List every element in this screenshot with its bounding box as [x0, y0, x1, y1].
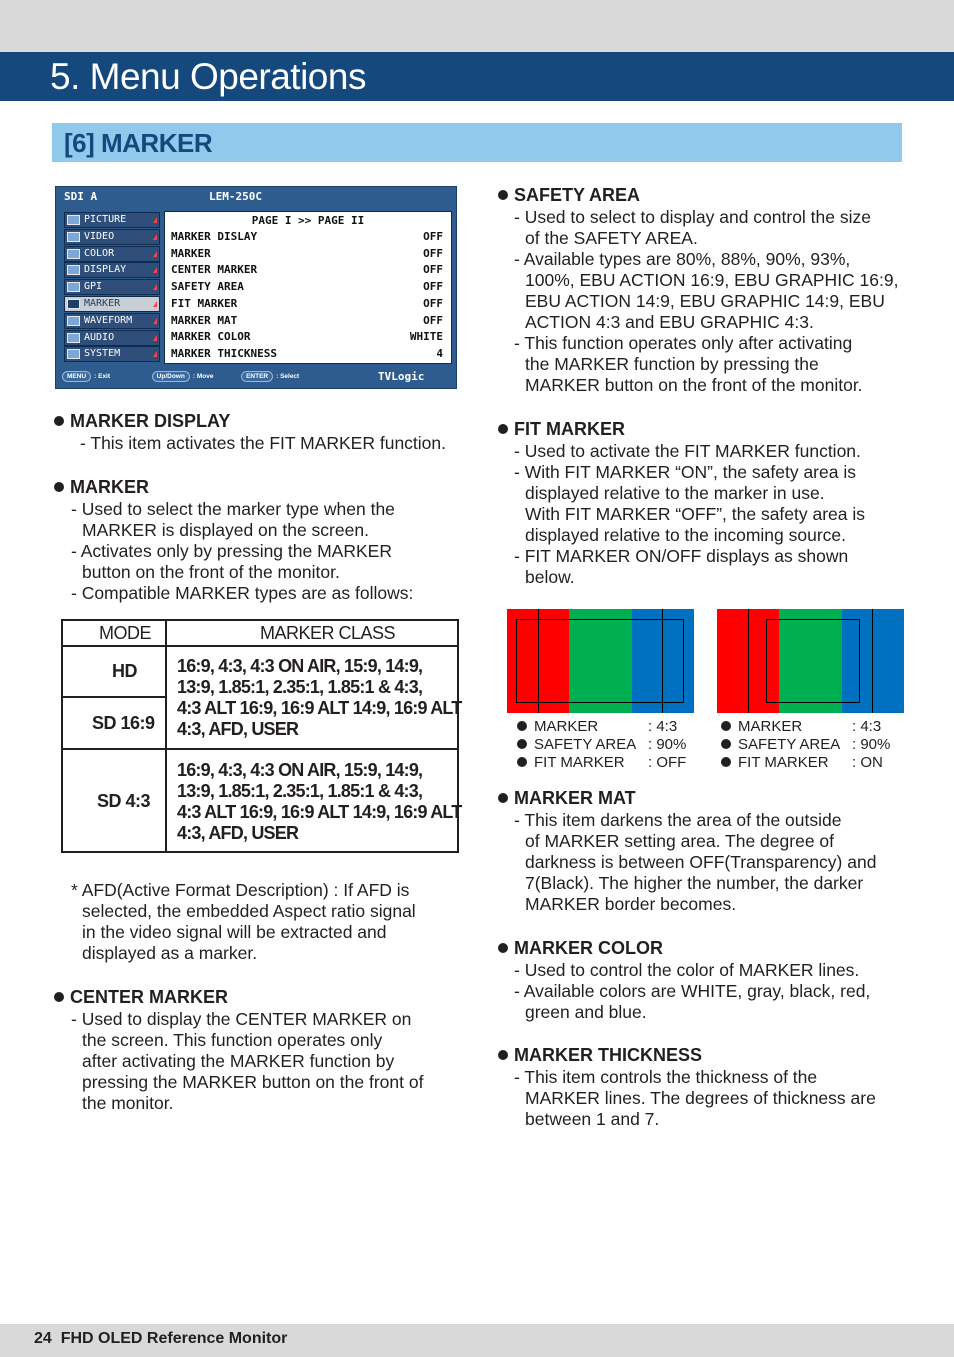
- text-line: displayed relative to the incoming source.: [525, 525, 847, 545]
- table-mode-sd43: SD 4:3: [97, 791, 151, 811]
- text-line: the screen. This function operates only: [82, 1030, 383, 1050]
- osd-setting-row: [171, 263, 443, 279]
- osd-setting-value: OFF: [423, 246, 443, 260]
- osd-enter-key-text: : Select: [276, 373, 300, 380]
- legend-value: : 4:3: [852, 718, 882, 735]
- legend-key: SAFETY AREA: [738, 736, 841, 753]
- osd-menu-label: DISPLAY: [84, 264, 127, 276]
- text-line: - This item controls the thickness of the: [514, 1067, 818, 1087]
- page-footer: [0, 1324, 954, 1357]
- osd-menu-item: [64, 313, 160, 329]
- text-line: below.: [525, 567, 575, 587]
- section-title: [6] MARKER: [64, 128, 213, 158]
- bullet-icon: [498, 190, 508, 200]
- video-icon: [67, 232, 80, 242]
- heading-marker-color: MARKER COLOR: [498, 938, 663, 959]
- osd-menu-label: AUDIO: [84, 331, 115, 343]
- legend-row: [721, 754, 883, 772]
- osd-setting-row: [171, 347, 443, 363]
- osd-menu-label: SYSTEM: [84, 348, 121, 360]
- osd-menu-label: GPI: [84, 281, 103, 293]
- osd-screenshot: [55, 186, 457, 389]
- legend-row: [517, 718, 678, 736]
- osd-setting-value: 4: [436, 346, 443, 360]
- osd-model: LEM-250C: [209, 190, 262, 203]
- bullet-icon: [721, 757, 731, 767]
- footer-title: FHD OLED Reference Monitor: [60, 1330, 288, 1347]
- gpi-icon: [67, 282, 80, 292]
- legend-value: : OFF: [648, 754, 687, 771]
- text-line: 16:9, 4:3, 4:3 ON AIR, 15:9, 14:9,: [177, 760, 423, 780]
- osd-setting-row: [171, 297, 443, 313]
- safety-area-text: [514, 207, 898, 396]
- table-header-class: MARKER CLASS: [260, 623, 396, 643]
- fit-marker-on-example: [717, 609, 904, 713]
- caret-icon: [153, 335, 157, 341]
- osd-menu-item: [64, 330, 160, 346]
- bullet-icon: [498, 1050, 508, 1060]
- picture-icon: [67, 215, 80, 225]
- text-line: - Used to select the marker type when the: [71, 499, 395, 519]
- table-divider: [63, 748, 457, 750]
- heading-safety-area: SAFETY AREA: [498, 185, 640, 206]
- text-line: 13:9, 1.85:1, 2.35:1, 1.85:1 & 4:3,: [177, 677, 423, 697]
- osd-menu-label: PICTURE: [84, 214, 127, 225]
- marker-icon: [67, 299, 80, 309]
- text-line: MARKER lines. The degrees of thickness are: [525, 1088, 876, 1108]
- text-line: darkness is between OFF(Transparency) and: [525, 852, 877, 872]
- legend-value: : 4:3: [648, 718, 678, 735]
- system-icon: [67, 349, 80, 359]
- bullet-icon: [721, 739, 731, 749]
- heading-marker-thickness: MARKER THICKNESS: [498, 1045, 702, 1066]
- marker-mat-text: [514, 810, 876, 915]
- table-mode-hd: HD: [112, 661, 137, 681]
- bullet-icon: [721, 721, 731, 731]
- osd-page-indicator: PAGE I >> PAGE II: [251, 214, 365, 227]
- text-line: - This item darkens the area of the outside: [514, 810, 842, 830]
- bullet-icon: [498, 424, 508, 434]
- text-line: 7(Black). The higher the number, the darker: [525, 873, 864, 893]
- example-legend-off: [517, 718, 687, 772]
- table-divider: [63, 645, 457, 647]
- bullet-icon: [517, 739, 527, 749]
- safety-area-box: [766, 619, 860, 703]
- osd-settings-panel: [164, 211, 452, 364]
- legend-row: [721, 718, 882, 736]
- osd-menu: [64, 212, 160, 363]
- text-line: - FIT MARKER ON/OFF displays as shown: [514, 546, 849, 566]
- text-line: MARKER is displayed on the screen.: [82, 520, 369, 540]
- osd-menu-label: COLOR: [84, 247, 115, 259]
- heading-marker: MARKER: [54, 477, 149, 498]
- table-class-hd-sd169: [177, 656, 462, 740]
- osd-setting-row: [171, 247, 443, 263]
- caret-icon: [153, 251, 157, 257]
- legend-key: SAFETY AREA: [534, 736, 637, 753]
- legend-value: : ON: [852, 754, 883, 771]
- osd-menu-key-text: : Exit: [94, 373, 111, 380]
- legend-row: [517, 736, 687, 754]
- osd-setting-value: OFF: [423, 313, 443, 327]
- text-line: selected, the embedded Aspect ratio signal: [82, 901, 416, 921]
- text-line: - Activates only by pressing the MARKER: [71, 541, 392, 561]
- display-icon: [67, 265, 80, 275]
- osd-source: SDI A: [64, 190, 98, 203]
- legend-key: MARKER: [738, 718, 803, 735]
- waveform-icon: [67, 316, 80, 326]
- text-line: button on the front of the monitor.: [82, 562, 340, 582]
- footer-text: [34, 1330, 287, 1348]
- osd-setting-row: [171, 280, 443, 296]
- osd-setting-value: OFF: [423, 280, 443, 294]
- table-mode-sd169: SD 16:9: [92, 713, 155, 733]
- legend-row: [517, 754, 687, 772]
- osd-menu-item: [64, 212, 160, 228]
- heading-center-marker: CENTER MARKER: [54, 987, 228, 1008]
- osd-menu-item: [64, 229, 160, 245]
- osd-setting-value: WHITE: [409, 330, 443, 344]
- osd-setting-label: FIT MARKER: [171, 296, 238, 310]
- table-header-mode: MODE: [99, 623, 151, 643]
- osd-menu-key: MENU: [62, 371, 91, 382]
- top-strip: [0, 0, 954, 52]
- audio-icon: [67, 333, 80, 343]
- caret-icon: [153, 301, 157, 307]
- text-line: MARKER border becomes.: [525, 894, 737, 914]
- text-line: - Used to select to display and control the size: [514, 207, 871, 227]
- osd-menu-item: [64, 346, 160, 362]
- fit-marker-text: [514, 441, 865, 588]
- osd-setting-label: SAFETY AREA: [171, 280, 244, 294]
- osd-setting-label: MARKER MAT: [171, 313, 238, 327]
- marker-display-text: [69, 433, 446, 454]
- text-line: pressing the MARKER button on the front of: [82, 1072, 424, 1092]
- text-line: 16:9, 4:3, 4:3 ON AIR, 15:9, 14:9,: [177, 656, 423, 676]
- legend-key: FIT MARKER: [738, 754, 829, 771]
- heading-marker-display: MARKER DISPLAY: [54, 411, 230, 432]
- marker-line: [748, 609, 749, 713]
- marker-line: [872, 609, 873, 713]
- legend-key: FIT MARKER: [534, 754, 625, 771]
- text-line: after activating the MARKER function by: [82, 1051, 395, 1071]
- text-line: between 1 and 7.: [525, 1109, 660, 1129]
- text-line: 4:3 ALT 16:9, 16:9 ALT 14:9, 16:9 ALT: [177, 802, 462, 822]
- text-line: of the SAFETY AREA.: [525, 228, 698, 248]
- chapter-bar: [0, 52, 954, 101]
- osd-updown-key: Up/Down: [152, 371, 190, 382]
- bullet-icon: [54, 416, 64, 426]
- table-divider: [165, 621, 167, 851]
- text-line: MARKER button on the front of the monitor.: [525, 375, 863, 395]
- chapter-title: 5. Menu Operations: [50, 56, 366, 97]
- osd-setting-value: OFF: [423, 296, 443, 310]
- bullet-icon: [498, 943, 508, 953]
- text-line: the monitor.: [82, 1093, 174, 1113]
- osd-setting-row: [171, 314, 443, 330]
- marker-text: [71, 499, 413, 604]
- text-line: - Used to control the color of MARKER lines.: [514, 960, 860, 980]
- marker-color-text: [514, 960, 870, 1023]
- marker-class-table: [61, 619, 462, 853]
- example-legend-on: [721, 718, 891, 772]
- fit-marker-off-example: [507, 609, 694, 713]
- text-line: - This item activates the FIT MARKER function.: [80, 433, 447, 453]
- center-marker-text: [71, 1009, 423, 1114]
- text-line: EBU ACTION 14:9, EBU GRAPHIC 14:9, EBU: [525, 291, 885, 311]
- osd-menu-item: [64, 246, 160, 262]
- heading-fit-marker: FIT MARKER: [498, 419, 625, 440]
- marker-thickness-text: [514, 1067, 876, 1130]
- legend-row: [721, 736, 891, 754]
- bullet-icon: [517, 721, 527, 731]
- safety-area-box: [516, 619, 684, 703]
- text-line: in the video signal will be extracted and: [82, 922, 387, 942]
- bullet-icon: [54, 482, 64, 492]
- osd-setting-label: CENTER MARKER: [171, 263, 258, 277]
- osd-setting-label: MARKER COLOR: [171, 330, 251, 344]
- text-line: the MARKER function by pressing the: [525, 354, 819, 374]
- osd-setting-value: OFF: [423, 230, 443, 243]
- osd-menu-item: [64, 296, 160, 312]
- osd-menu-item: [64, 279, 160, 295]
- table-divider: [63, 696, 165, 698]
- section-bar: [52, 123, 902, 162]
- osd-footer: [62, 371, 299, 382]
- bullet-icon: [517, 757, 527, 767]
- legend-value: : 90%: [648, 736, 687, 753]
- table-class-sd43: [177, 760, 462, 844]
- color-icon: [67, 249, 80, 259]
- text-line: displayed relative to the marker in use.: [525, 483, 825, 503]
- caret-icon: [153, 234, 157, 240]
- text-line: 4:3, AFD, USER: [177, 823, 299, 843]
- text-line: 13:9, 1.85:1, 2.35:1, 1.85:1 & 4:3,: [177, 781, 423, 801]
- osd-updown-key-text: : Move: [192, 373, 214, 380]
- text-line: ACTION 4:3 and EBU GRAPHIC 4:3.: [525, 312, 814, 332]
- text-line: - With FIT MARKER “ON”, the safety area is: [514, 462, 856, 482]
- text-line: - This function operates only after activating: [514, 333, 853, 353]
- osd-menu-item: [64, 262, 160, 278]
- osd-setting-label: MARKER DISLAY: [171, 230, 258, 243]
- osd-setting-label: MARKER THICKNESS: [171, 346, 277, 360]
- text-line: of MARKER setting area. The degree of: [525, 831, 835, 851]
- text-line: - Used to activate the FIT MARKER function.: [514, 441, 861, 461]
- text-line: 100%, EBU ACTION 16:9, EBU GRAPHIC 16:9,: [525, 270, 899, 290]
- osd-menu-label: WAVEFORM: [84, 314, 133, 326]
- osd-setting-label: MARKER: [171, 246, 211, 260]
- text-line: - Available types are 80%, 88%, 90%, 93%,: [514, 249, 851, 269]
- text-line: - Used to display the CENTER MARKER on: [71, 1009, 412, 1029]
- text-line: With FIT MARKER “OFF”, the safety area is: [525, 504, 866, 524]
- text-line: 4:3 ALT 16:9, 16:9 ALT 14:9, 16:9 ALT: [177, 698, 462, 718]
- text-line: * AFD(Active Format Description) : If AFD is: [71, 880, 410, 900]
- caret-icon: [153, 284, 157, 290]
- text-line: - Compatible MARKER types are as follows:: [71, 583, 414, 603]
- legend-value: : 90%: [852, 736, 891, 753]
- text-line: green and blue.: [525, 1002, 647, 1022]
- osd-setting-row: [171, 230, 443, 246]
- afd-note: [71, 880, 416, 964]
- caret-icon: [153, 351, 157, 357]
- heading-marker-mat: MARKER MAT: [498, 788, 636, 809]
- osd-brand: TVLogic: [378, 370, 425, 383]
- legend-key: MARKER: [534, 718, 599, 735]
- osd-enter-key: ENTER: [241, 371, 273, 382]
- osd-setting-value: OFF: [423, 263, 443, 277]
- text-line: - Available colors are WHITE, gray, black, red,: [514, 981, 871, 1001]
- bullet-icon: [54, 992, 64, 1002]
- page-number: 24: [34, 1330, 52, 1347]
- text-line: displayed as a marker.: [82, 943, 258, 963]
- bullet-icon: [498, 793, 508, 803]
- caret-icon: [153, 267, 157, 273]
- osd-menu-label: MARKER: [84, 297, 121, 309]
- caret-icon: [153, 318, 157, 324]
- text-line: 4:3, AFD, USER: [177, 719, 299, 739]
- osd-setting-row: [171, 330, 443, 346]
- caret-icon: [153, 217, 157, 223]
- osd-menu-label: VIDEO: [84, 230, 115, 242]
